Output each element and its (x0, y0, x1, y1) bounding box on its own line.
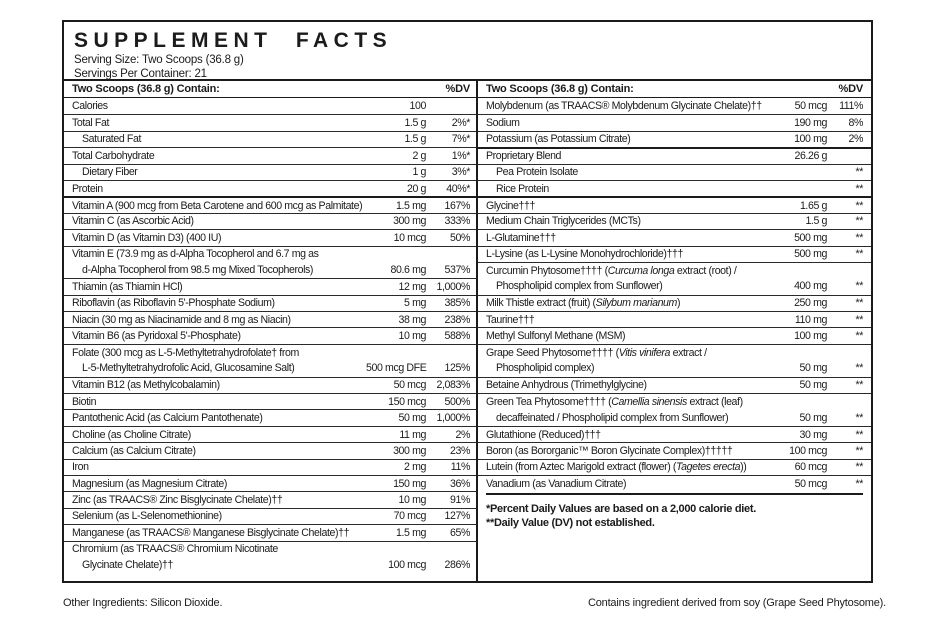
nutrient-name-part: Methyl Sulfonyl Methane (MSM) (486, 330, 626, 343)
right-table-dv-header: %DV (838, 83, 863, 95)
nutrient-name-latin-part: Curcuma longa (607, 264, 675, 277)
nutrient-name-part: Choline (as Choline Citrate) (72, 428, 191, 441)
daily-value-cell: 238% (444, 313, 470, 326)
nutrient-name-part: Total Fat (72, 117, 110, 130)
nutrient-name-part: Boron (as Bororganic™ Boron Glycinate Complex)††††† (486, 444, 733, 457)
supplement-facts-panel (62, 20, 873, 583)
right-table-rows (478, 98, 871, 491)
nutrient-name-part: Vitamin C (as Ascorbic Acid) (72, 215, 194, 228)
nutrient-name-latin-part: Vitis vinifera (618, 346, 671, 359)
nutrient-name (486, 183, 771, 195)
daily-value-cell: 127% (444, 510, 470, 523)
nutrient-name-part: Potassium (as Potassium Citrate) (486, 133, 631, 146)
nutrient-name-part: Saturated Fat (82, 133, 141, 146)
nutrient-row (478, 295, 871, 311)
nutrient-row (478, 393, 871, 409)
nutrient-row (478, 213, 871, 229)
nutrient-name-part: Glycinate Chelate)†† (82, 559, 173, 572)
nutrient-row (478, 196, 871, 212)
amount-cell: 12 mg (398, 280, 426, 293)
nutrient-name (486, 100, 771, 112)
nutrient-name (72, 494, 366, 506)
amount-cell: 100 mg (794, 330, 827, 343)
daily-value-cell: ** (855, 477, 863, 490)
daily-value-cell: ** (855, 280, 863, 293)
amount-cell: 50 mg (398, 412, 426, 425)
nutrient-name-part: Zinc (as TRAACS® Zinc Bisglycinate Chelate)†† (72, 494, 283, 507)
nutrient-row (64, 393, 476, 409)
daily-value-cell: 23% (449, 444, 470, 457)
nutrient-name-part: Iron (72, 461, 89, 474)
nutrient-row (478, 147, 871, 163)
nutrient-name-part: extract / (670, 346, 707, 359)
right-column (478, 79, 871, 581)
nutrient-row (478, 98, 871, 114)
nutrient-row (478, 229, 871, 245)
nutrient-name (486, 379, 771, 391)
left-table-header (64, 79, 476, 98)
amount-cell: 250 mg (794, 297, 827, 310)
nutrient-row (64, 459, 476, 475)
nutrient-name (486, 200, 771, 212)
nutrient-row (478, 262, 871, 278)
amount-cell: 1 g (412, 166, 426, 179)
daily-value-cell: ** (855, 199, 863, 212)
nutrient-name (486, 362, 771, 374)
nutrient-row (64, 327, 476, 343)
amount-cell: 190 mg (794, 117, 827, 130)
nutrient-name (486, 215, 771, 227)
nutrient-name-part: Vanadium (as Vanadium Citrate) (486, 477, 627, 490)
daily-value-cell: 8% (848, 117, 863, 130)
nutrient-row (64, 131, 476, 147)
nutrient-name-part: L-Glutamine††† (486, 231, 556, 244)
nutrient-row (64, 524, 476, 540)
daily-value-cell: 537% (444, 264, 470, 277)
nutrient-row (64, 147, 476, 163)
nutrient-row (64, 557, 476, 573)
nutrient-name (72, 510, 366, 522)
amount-cell: 1.5 g (404, 133, 426, 146)
nutrient-row (64, 426, 476, 442)
daily-value-cell: 333% (444, 215, 470, 228)
daily-value-cell: 2% (848, 133, 863, 146)
nutrient-name-part: Thiamin (as Thiamin HCl) (72, 280, 183, 293)
nutrient-name (486, 412, 771, 424)
nutrient-name-part: Pea Protein Isolate (496, 166, 578, 179)
daily-value-cell: 91% (449, 494, 470, 507)
nutrient-name (72, 100, 366, 112)
nutrient-name (486, 166, 771, 178)
left-table-header-label: Two Scoops (36.8 g) Contain: (72, 83, 220, 95)
nutrient-row (64, 98, 476, 114)
nutrient-name-part: ) (676, 297, 681, 310)
nutrient-row (64, 196, 476, 212)
nutrient-row (478, 246, 871, 262)
nutrient-name-part: d-Alpha Tocopherol from 98.5 mg Mixed Tocopherols) (82, 264, 314, 277)
amount-cell: 50 mg (799, 362, 827, 375)
amount-cell: 1.5 g (404, 117, 426, 130)
nutrient-name-part: Calories (72, 100, 108, 113)
nutrient-name (72, 429, 366, 441)
nutrient-name-part: Riboflavin (as Riboflavin 5'-Phosphate Sodium) (72, 297, 275, 310)
nutrient-row (64, 213, 476, 229)
nutrient-name-part: Magnesium (as Magnesium Citrate) (72, 477, 227, 490)
nutrient-name (72, 150, 366, 162)
right-table-header (478, 79, 871, 98)
nutrient-row (478, 344, 871, 360)
nutrient-name-part: Phospholipid complex) (496, 362, 595, 375)
nutrient-name (72, 527, 366, 539)
nutrient-name (72, 166, 366, 178)
daily-value-cell: 2%* (451, 117, 470, 130)
facts-columns (64, 79, 871, 581)
nutrient-name (72, 215, 366, 227)
amount-cell: 10 mg (398, 494, 426, 507)
daily-value-cell: 1%* (451, 149, 470, 162)
daily-value-cell: ** (855, 444, 863, 457)
below-panel-notes (63, 597, 886, 609)
daily-value-cell: 167% (444, 199, 470, 212)
amount-cell: 50 mg (799, 379, 827, 392)
daily-value-cell: 286% (444, 559, 470, 572)
amount-cell: 80.6 mg (390, 264, 426, 277)
amount-cell: 1.65 g (799, 199, 827, 212)
amount-cell: 300 mg (393, 215, 426, 228)
nutrient-name-part: Glycine††† (486, 199, 535, 212)
daily-value-cell: 3%* (451, 166, 470, 179)
nutrient-row (64, 164, 476, 180)
nutrient-name-part: Manganese (as TRAACS® Manganese Bisglycinate Chelate)†† (72, 526, 350, 539)
nutrient-name (72, 347, 366, 359)
nutrient-name-part: Sodium (486, 117, 520, 130)
nutrient-name-part: extract (leaf) (686, 395, 743, 408)
nutrient-name (486, 297, 771, 309)
nutrient-name-part: Total Carbohydrate (72, 149, 155, 162)
daily-value-cell: 1,000% (436, 412, 470, 425)
daily-value-cell: 7%* (451, 133, 470, 146)
nutrient-row (64, 377, 476, 393)
nutrient-name-part: L-Lysine (as L-Lysine Monohydrochloride)††† (486, 248, 683, 261)
nutrient-row (64, 442, 476, 458)
nutrient-name-part: Dietary Fiber (82, 166, 138, 179)
daily-value-cell: ** (855, 428, 863, 441)
amount-cell: 60 mcg (794, 461, 827, 474)
nutrient-name (486, 280, 771, 292)
nutrient-name (72, 445, 366, 457)
nutrient-name (72, 264, 366, 276)
nutrient-row (478, 409, 871, 425)
nutrient-name (72, 412, 366, 424)
nutrient-name-part: Vitamin E (73.9 mg as d-Alpha Tocopherol and 6.7 mg as (72, 248, 319, 261)
nutrient-name-part: Pantothenic Acid (as Calcium Pantothenate) (72, 412, 263, 425)
footnote-percent-dv: *Percent Daily Values are based on a 2,000 calorie diet. (486, 503, 756, 516)
amount-cell: 50 mcg (794, 100, 827, 113)
daily-value-cell: ** (855, 379, 863, 392)
other-ingredients-text: Other Ingredients: Silicon Dioxide. (63, 597, 223, 609)
serving-size-line: Serving Size: Two Scoops (36.8 g) (74, 54, 244, 66)
daily-value-cell: ** (855, 182, 863, 195)
panel-title: SUPPLEMENT FACTS (74, 29, 393, 52)
daily-value-cell: ** (855, 215, 863, 228)
amount-cell: 26.26 g (794, 150, 827, 163)
nutrient-row (64, 475, 476, 491)
amount-cell: 300 mg (393, 444, 426, 457)
amount-cell: 500 mg (794, 231, 827, 244)
nutrient-row (478, 475, 871, 491)
nutrient-name-part: Grape Seed Phytosome†††† ( (486, 346, 619, 359)
nutrient-name (72, 281, 366, 293)
nutrient-row (478, 164, 871, 180)
nutrient-name (72, 133, 366, 145)
nutrient-name (486, 330, 771, 342)
amount-cell: 38 mg (398, 313, 426, 326)
nutrient-row (64, 360, 476, 376)
nutrient-name (486, 150, 771, 162)
nutrient-name-part: Vitamin B6 (as Pyridoxal 5'-Phosphate) (72, 330, 241, 343)
daily-value-cell: 50% (449, 231, 470, 244)
nutrient-row (478, 459, 871, 475)
daily-value-cell: 111% (839, 100, 863, 113)
nutrient-row (478, 278, 871, 294)
amount-cell: 50 mcg (794, 477, 827, 490)
right-table-header-label: Two Scoops (36.8 g) Contain: (486, 83, 634, 95)
nutrient-name-part: Biotin (72, 395, 97, 408)
nutrient-name (486, 314, 771, 326)
nutrient-row (64, 180, 476, 196)
nutrient-row (478, 327, 871, 343)
nutrient-name-part: extract (root) / (674, 264, 737, 277)
nutrient-name (72, 248, 366, 260)
panel-header (64, 22, 871, 81)
amount-cell: 150 mg (393, 477, 426, 490)
nutrient-name-part: Proprietary Blend (486, 150, 562, 163)
nutrient-name-part: Betaine Anhydrous (Trimethylglycine) (486, 379, 647, 392)
nutrient-row (64, 246, 476, 262)
nutrient-row (64, 114, 476, 130)
nutrient-name (72, 314, 366, 326)
nutrient-name (72, 200, 366, 212)
daily-value-cell: ** (855, 461, 863, 474)
amount-cell: 10 mg (398, 330, 426, 343)
nutrient-name-part: Molybdenum (as TRAACS® Molybdenum Glycinate Chelate)†† (486, 100, 762, 113)
nutrient-name-part: Calcium (as Calcium Citrate) (72, 444, 196, 457)
daily-value-cell: ** (855, 248, 863, 261)
daily-value-cell: 11% (450, 461, 470, 474)
amount-cell: 100 mcg (388, 559, 426, 572)
nutrient-name (72, 117, 366, 129)
nutrient-name-part: Vitamin D (as Vitamin D3) (400 IU) (72, 231, 222, 244)
amount-cell: 1.5 g (805, 215, 827, 228)
daily-value-cell: ** (855, 313, 863, 326)
amount-cell: 1.5 mg (396, 526, 426, 539)
nutrient-name (486, 117, 771, 129)
daily-value-cell: 65% (449, 526, 470, 539)
daily-value-cell: 1,000% (436, 280, 470, 293)
nutrient-name (486, 232, 771, 244)
nutrient-name-part: Green Tea Phytosome†††† ( (486, 395, 612, 408)
nutrient-name (72, 297, 366, 309)
nutrient-row (478, 131, 871, 147)
nutrient-name (72, 232, 366, 244)
nutrient-name (72, 362, 366, 374)
nutrient-name-part: Medium Chain Triglycerides (MCTs) (486, 215, 641, 228)
left-column (64, 79, 478, 581)
nutrient-row (64, 278, 476, 294)
daily-value-cell: ** (855, 411, 863, 424)
daily-value-cell: 36% (449, 477, 470, 490)
nutrient-name (72, 396, 366, 408)
nutrient-name-part: Vitamin A (900 mcg from Beta Carotene and 600 mcg as Palmitate) (72, 199, 363, 212)
amount-cell: 500 mcg DFE (366, 362, 427, 375)
nutrient-name-part: Selenium (as L-Selenomethionine) (72, 510, 222, 523)
amount-cell: 5 mg (404, 297, 426, 310)
nutrient-name-part: Curcumin Phytosome†††† ( (486, 264, 608, 277)
nutrient-name-part: Taurine††† (486, 313, 535, 326)
amount-cell: 400 mg (794, 280, 827, 293)
nutrient-name-part: decaffeinated / Phospholipid complex from Sunflower) (496, 411, 729, 424)
nutrient-name (486, 461, 771, 473)
nutrient-row (64, 409, 476, 425)
nutrient-name (72, 183, 366, 195)
nutrient-row (64, 262, 476, 278)
daily-value-cell: 385% (444, 297, 470, 310)
nutrient-name-part: )) (740, 461, 747, 474)
nutrient-row (64, 295, 476, 311)
amount-cell: 500 mg (794, 248, 827, 261)
nutrient-row (478, 311, 871, 327)
nutrient-name-part: Chromium (as TRAACS® Chromium Nicotinate (72, 543, 278, 556)
nutrient-name (72, 478, 366, 490)
nutrient-row (64, 541, 476, 557)
nutrient-name (486, 478, 771, 490)
servings-per-container-line: Servings Per Container: 21 (74, 68, 207, 80)
amount-cell: 50 mg (799, 411, 827, 424)
amount-cell: 100 mg (794, 133, 827, 146)
nutrient-name-part: Niacin (30 mg as Niacinamide and 8 mg as Niacin) (72, 313, 291, 326)
amount-cell: 30 mg (799, 428, 827, 441)
amount-cell: 150 mcg (388, 395, 426, 408)
nutrient-name-part: Lutein (from Aztec Marigold extract (flower) ( (486, 461, 677, 474)
nutrient-name (72, 461, 366, 473)
nutrient-name (486, 265, 771, 277)
daily-value-cell: 2% (455, 428, 470, 441)
daily-value-cell: 500% (444, 395, 470, 408)
nutrient-row (64, 229, 476, 245)
amount-cell: 10 mcg (393, 231, 426, 244)
nutrient-name (486, 429, 771, 441)
nutrient-name (486, 133, 771, 145)
left-table-rows (64, 98, 476, 573)
daily-value-cell: ** (855, 166, 863, 179)
amount-cell: 11 mg (399, 428, 426, 441)
daily-value-cell: ** (855, 231, 863, 244)
nutrient-row (478, 377, 871, 393)
amount-cell: 20 g (406, 182, 426, 195)
daily-value-cell: ** (855, 297, 863, 310)
nutrient-row (478, 114, 871, 130)
amount-cell: 100 (409, 100, 426, 113)
nutrient-row (64, 491, 476, 507)
nutrient-name-part: Vitamin B12 (as Methylcobalamin) (72, 379, 220, 392)
amount-cell: 2 g (412, 149, 426, 162)
amount-cell: 110 mg (794, 313, 827, 326)
amount-cell: 1.5 mg (396, 199, 426, 212)
nutrient-name-part: Milk Thistle extract (fruit) ( (486, 297, 596, 310)
footnote-dv-not-established: **Daily Value (DV) not established. (486, 517, 655, 530)
nutrient-row (478, 360, 871, 376)
amount-cell: 70 mcg (393, 510, 426, 523)
nutrient-row (64, 508, 476, 524)
left-table-dv-header: %DV (445, 83, 470, 95)
nutrient-name (72, 379, 366, 391)
nutrient-name-part: Rice Protein (496, 182, 549, 195)
nutrient-name (486, 396, 771, 408)
nutrient-name (72, 559, 366, 571)
nutrient-row (478, 180, 871, 196)
nutrient-row (64, 344, 476, 360)
nutrient-name-part: Phospholipid complex from Sunflower) (496, 280, 663, 293)
daily-value-cell: 40%* (446, 182, 470, 195)
amount-cell: 2 mg (404, 461, 426, 474)
nutrient-name-latin-part: Tagetes erecta (676, 461, 741, 474)
nutrient-name (72, 330, 366, 342)
daily-value-cell: 588% (444, 330, 470, 343)
nutrient-row (64, 311, 476, 327)
dv-footnotes (486, 493, 863, 530)
nutrient-name-part: Protein (72, 182, 103, 195)
daily-value-cell: ** (855, 330, 863, 343)
daily-value-cell: ** (855, 362, 863, 375)
daily-value-cell: 125% (444, 362, 470, 375)
nutrient-name-part: L-5-Methyltetrahydrofolic Acid, Glucosamine Salt) (82, 362, 295, 375)
amount-cell: 50 mcg (393, 379, 426, 392)
allergen-note-text: Contains ingredient derived from soy (Grape Seed Phytosome). (588, 597, 886, 609)
nutrient-name (486, 248, 771, 260)
nutrient-row (478, 442, 871, 458)
nutrient-name (72, 543, 366, 555)
nutrient-name-part: Folate (300 mcg as L-5-Methyltetrahydrofolate† from (72, 346, 299, 359)
nutrient-name (486, 347, 771, 359)
nutrient-name-latin-part: Silybum marianum (595, 297, 677, 310)
daily-value-cell: 2,083% (436, 379, 470, 392)
nutrient-name-part: Glutathione (Reduced)††† (486, 428, 601, 441)
amount-cell: 100 mcg (789, 444, 827, 457)
nutrient-name (486, 445, 771, 457)
nutrient-name-latin-part: Camellia sinensis (611, 395, 687, 408)
nutrient-row (478, 426, 871, 442)
